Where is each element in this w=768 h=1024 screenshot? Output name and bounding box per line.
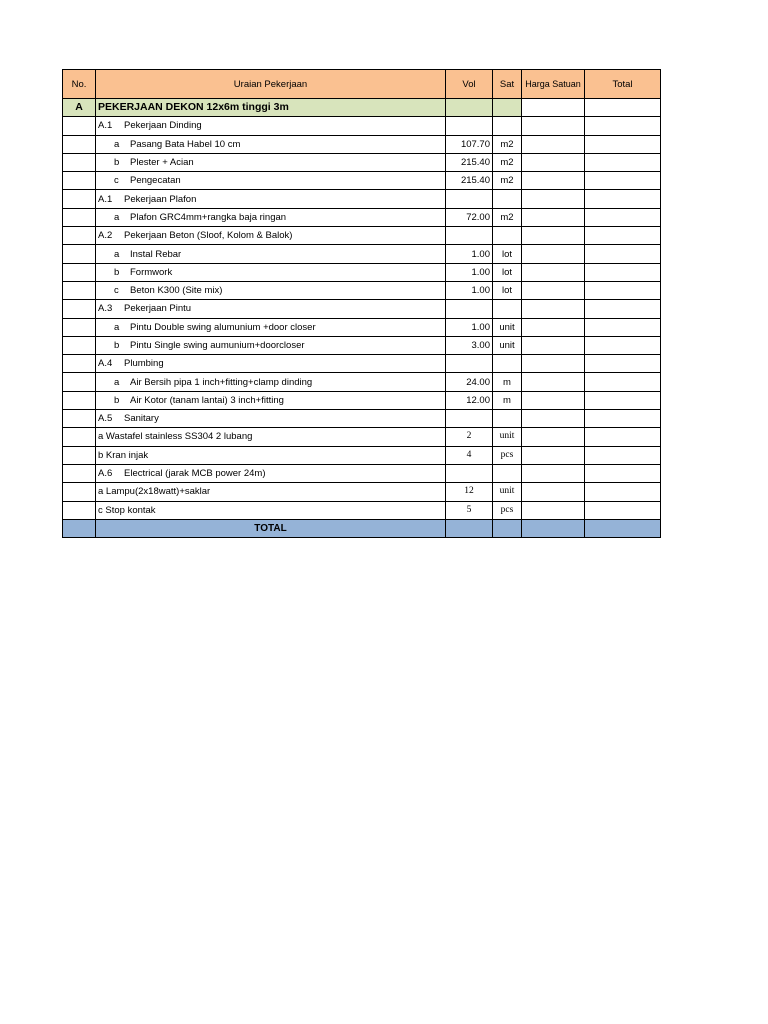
item-description: Pintu Single swing aumunium+doorcloser [130,340,305,351]
cell-uraian[interactable] [96,355,446,373]
header-total[interactable]: Total [585,70,661,99]
header-row [63,70,661,99]
item-description: Pasang Bata Habel 10 cm [130,138,241,150]
item-description: Air Bersih pipa 1 inch+fitting+clamp dinding [130,376,313,388]
table-row [63,373,661,391]
subsection-row [63,300,661,318]
cell-total[interactable] [585,318,661,336]
subsection-code: A.1 [98,193,113,205]
subsection-title: Pekerjaan Beton (Sloof, Kolom & Balok) [124,230,293,242]
cell-harga[interactable] [522,190,585,208]
cell-total[interactable] [585,153,661,171]
cell-sat[interactable]: lot [493,245,522,263]
item-description: Pintu Double swing alumunium +door closer [130,321,316,333]
subsection-row [63,190,661,208]
cell-total[interactable] [585,263,661,281]
cell-total[interactable] [585,281,661,299]
cell-uraian[interactable] [96,135,446,153]
cell-sat[interactable]: m2 [493,172,522,190]
subsection-row [63,410,661,428]
cell-total[interactable] [585,355,661,373]
cell-harga[interactable] [522,410,585,428]
cell-harga[interactable] [522,227,585,245]
cell-harga[interactable] [522,99,585,117]
cell-vol[interactable] [446,464,493,482]
cell-uraian[interactable] [96,190,446,208]
cell-harga[interactable] [522,172,585,190]
cell-sat[interactable]: m2 [493,135,522,153]
cell-uraian[interactable] [96,227,446,245]
cell-total[interactable] [585,117,661,135]
cell-uraian[interactable] [96,336,446,354]
cell-total[interactable] [585,464,661,482]
cell-sat[interactable]: m2 [493,153,522,171]
cell-vol[interactable]: 5 [446,501,493,519]
cell-uraian[interactable] [96,300,446,318]
subsection-title: Electrical (jarak MCB power 24m) [124,468,266,480]
subsection-title: Sanitary [124,413,159,425]
cell-vol[interactable]: 72.00 [446,208,493,226]
subsection-title: Pekerjaan Plafon [124,193,197,205]
table-row [63,446,661,464]
cell-no[interactable] [63,153,96,171]
cell-no[interactable] [63,318,96,336]
cell-sat[interactable] [493,410,522,428]
table-row [63,208,661,226]
cell-no[interactable] [63,135,96,153]
subsection-code: A.2 [98,230,113,242]
cell-no[interactable] [63,172,96,190]
cell-no[interactable] [63,446,96,464]
cell-vol[interactable]: 4 [446,446,493,464]
header-no[interactable]: No. [63,70,96,99]
boq-table [62,69,661,538]
section-title[interactable]: PEKERJAAN DEKON 12x6m tinggi 3m [96,99,446,117]
cell-vol[interactable]: 3.00 [446,336,493,354]
item-description: Air Kotor (tanam lantai) 3 inch+fitting [130,394,284,406]
cell-harga[interactable] [522,318,585,336]
cell-sat[interactable]: m [493,373,522,391]
cell-vol[interactable] [446,117,493,135]
subsection-code: A.3 [98,303,113,315]
header-vol[interactable]: Vol [446,70,493,99]
table-row [63,153,661,171]
cell-total[interactable] [585,172,661,190]
table-row [63,281,661,299]
subsection-row [63,464,661,482]
cell-no[interactable] [63,245,96,263]
cell-vol[interactable]: 1.00 [446,263,493,281]
subsection-title: Pekerjaan Pintu [124,303,192,315]
cell-uraian[interactable] [96,172,446,190]
cell-sat[interactable]: m [493,391,522,409]
cell-no[interactable] [63,391,96,409]
cell-sat[interactable]: m2 [493,208,522,226]
subsection-title: Plumbing [124,358,164,370]
table-row [63,245,661,263]
item-label: b [114,394,120,406]
cell-sat[interactable]: unit [493,318,522,336]
table-row [63,135,661,153]
item-description: Pengecatan [130,175,181,187]
cell-uraian[interactable] [96,117,446,135]
cell-total[interactable] [585,245,661,263]
item-label: b [114,266,120,278]
cell-total[interactable] [585,190,661,208]
cell-vol[interactable]: 12.00 [446,391,493,409]
cell-uraian[interactable] [96,318,446,336]
subsection-code: A.6 [98,468,113,480]
cell-sat[interactable] [493,99,522,117]
cell-vol[interactable] [446,355,493,373]
header-sat[interactable]: Sat [493,70,522,99]
cell-uraian[interactable] [96,373,446,391]
cell-vol[interactable]: 24.00 [446,373,493,391]
item-label: a [114,138,120,150]
subsection-code: A.1 [98,120,113,132]
cell-sat[interactable] [493,300,522,318]
cell-sat[interactable] [493,117,522,135]
table-row [63,336,661,354]
cell-no[interactable] [63,336,96,354]
cell-harga[interactable] [522,117,585,135]
cell-total[interactable] [585,410,661,428]
cell-no[interactable] [63,501,96,519]
table-row [63,501,661,519]
item-description: Beton K300 (Site mix) [130,285,223,297]
cell-sat[interactable] [493,355,522,373]
cell-harga[interactable] [522,373,585,391]
cell-uraian[interactable] [96,281,446,299]
cell-vol[interactable] [446,99,493,117]
cell-uraian[interactable]: a Wastafel stainless SS304 2 lubang [96,428,446,446]
cell-sat[interactable]: unit [493,336,522,354]
cell-total[interactable] [585,501,661,519]
cell-vol[interactable] [446,300,493,318]
cell-sat[interactable]: unit [493,428,522,446]
cell-vol[interactable]: 1.00 [446,245,493,263]
cell-total[interactable] [585,483,661,501]
cell-vol[interactable]: 1.00 [446,281,493,299]
cell-sat[interactable] [493,464,522,482]
item-description: Formwork [130,266,173,278]
cell-no[interactable] [63,519,96,537]
table-row [63,428,661,446]
item-label: a [114,321,120,333]
cell-vol[interactable]: 1.00 [446,318,493,336]
total-label[interactable]: TOTAL [96,519,446,537]
cell-vol[interactable] [446,190,493,208]
cell-total[interactable] [585,135,661,153]
cell-sat[interactable]: lot [493,281,522,299]
cell-uraian[interactable] [96,464,446,482]
item-label: a [114,376,120,388]
subsection-code: A.4 [98,358,113,370]
section-no[interactable]: A [63,99,96,117]
table-row [63,318,661,336]
item-description: Plafon GRC4mm+rangka baja ringan [130,211,287,223]
cell-total[interactable] [585,227,661,245]
cell-harga[interactable] [522,391,585,409]
cell-sat[interactable] [493,519,522,537]
table-row [63,263,661,281]
cell-harga[interactable] [522,501,585,519]
cell-no[interactable] [63,428,96,446]
cell-harga[interactable] [522,245,585,263]
cell-harga[interactable] [522,208,585,226]
cell-vol[interactable]: 215.40 [446,153,493,171]
cell-no[interactable] [63,117,96,135]
cell-vol[interactable] [446,519,493,537]
subsection-row [63,227,661,245]
cell-total[interactable] [585,336,661,354]
cell-uraian[interactable]: b Kran injak [96,446,446,464]
table-row [63,391,661,409]
cell-sat[interactable] [493,190,522,208]
cell-vol[interactable]: 2 [446,428,493,446]
cell-no[interactable] [63,464,96,482]
header-harga-satuan[interactable]: Harga Satuan [522,70,585,99]
cell-total[interactable] [585,300,661,318]
cell-uraian[interactable] [96,245,446,263]
cell-uraian[interactable] [96,153,446,171]
cell-harga[interactable] [522,483,585,501]
total-row [63,519,661,537]
cell-no[interactable] [63,208,96,226]
cell-harga[interactable] [522,428,585,446]
subsection-row [63,355,661,373]
cell-sat[interactable]: pcs [493,501,522,519]
cell-uraian[interactable] [96,410,446,428]
cell-no[interactable] [63,483,96,501]
cell-harga[interactable] [522,336,585,354]
cell-no[interactable] [63,373,96,391]
cell-harga[interactable] [522,153,585,171]
cell-total[interactable] [585,99,661,117]
cell-harga[interactable] [522,300,585,318]
cell-uraian[interactable]: a Lampu(2x18watt)+saklar [96,483,446,501]
subsection-code: A.5 [98,413,113,425]
cell-no[interactable] [63,281,96,299]
table-row [63,172,661,190]
item-label: c [114,285,119,297]
cell-uraian[interactable] [96,263,446,281]
cell-no[interactable] [63,355,96,373]
cell-sat[interactable]: unit [493,483,522,501]
cell-harga[interactable] [522,355,585,373]
cell-vol[interactable] [446,227,493,245]
subsection-row [63,117,661,135]
section-row [63,99,661,117]
cell-sat[interactable]: pcs [493,446,522,464]
item-label: b [114,157,120,169]
cell-harga[interactable] [522,464,585,482]
cell-total[interactable] [585,428,661,446]
header-uraian[interactable]: Uraian Pekerjaan [96,70,446,99]
item-label: a [114,211,120,223]
cell-harga[interactable] [522,519,585,537]
cell-harga[interactable] [522,281,585,299]
cell-total[interactable] [585,208,661,226]
cell-uraian[interactable] [96,391,446,409]
cell-harga[interactable] [522,446,585,464]
cell-vol[interactable] [446,410,493,428]
item-label: b [114,340,120,351]
cell-uraian[interactable] [96,208,446,226]
cell-sat[interactable]: lot [493,263,522,281]
cell-no[interactable] [63,410,96,428]
cell-sat[interactable] [493,227,522,245]
cell-vol[interactable]: 107.70 [446,135,493,153]
item-label: a [114,248,120,260]
cell-no[interactable] [63,227,96,245]
item-description: Instal Rebar [130,248,182,260]
cell-total[interactable] [585,446,661,464]
cell-total[interactable] [585,373,661,391]
item-description: Plester + Acian [130,157,194,169]
cell-vol[interactable]: 215.40 [446,172,493,190]
cell-no[interactable] [63,300,96,318]
item-label: c [114,175,119,187]
cell-vol[interactable]: 12 [446,483,493,501]
cell-harga[interactable] [522,135,585,153]
subsection-title: Pekerjaan Dinding [124,120,202,132]
cell-total[interactable] [585,391,661,409]
cell-uraian[interactable]: c Stop kontak [96,501,446,519]
cell-harga[interactable] [522,263,585,281]
total-value[interactable] [585,519,661,537]
table-row [63,483,661,501]
cell-no[interactable] [63,263,96,281]
cell-no[interactable] [63,190,96,208]
